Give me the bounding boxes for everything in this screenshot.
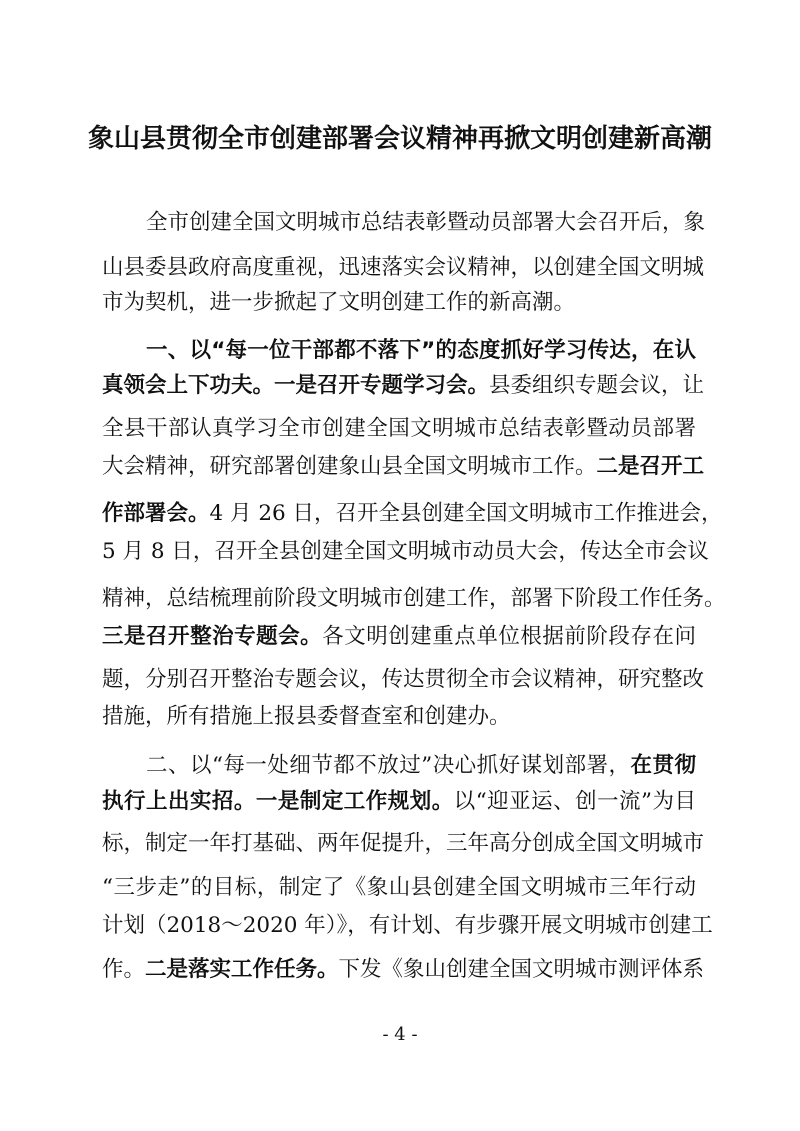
body-line [102,415,696,443]
text-segment: 精神，总结梳理前阶段文明城市创建工作，部署下阶段工作任务。 [102,586,726,611]
bold-text-segment: 一是召开专题学习会。 [274,373,490,398]
text-segment: 计划（2018～2020 年）》，有计划、有步骤开展文明城市创建工 [102,913,713,938]
body-line [102,585,726,613]
bold-text-segment: 一是制定工作规划。 [255,789,454,814]
text-segment: 山县委县政府高度重视，迅速落实会议精神，以创建全国文明城 [102,255,705,280]
bold-text-segment: 二是召开工 [596,454,705,479]
text-segment: 标，制定一年打基础、两年促提升，三年高分创成全国文明城市 [102,831,705,856]
text-segment: 题，分别召开整治专题会议，传达贯彻全市会议精神，研究整改 [102,667,705,692]
text-segment: 4 月 26 日，召开全县创建全国文明城市工作推进会， [209,501,723,526]
body-line [102,500,723,528]
text-segment: 县委组织专题会议，让 [489,373,705,398]
bold-text-segment: 三是召开整治专题会。 [102,624,323,649]
body-line [102,453,705,481]
body-line [146,337,696,365]
text-segment: 各文明创建重点单位根据前阶段存在问 [322,624,696,649]
text-segment: 全县干部认真学习全市创建全国文明城市总结表彰暨动员部署 [102,416,696,441]
body-line [102,956,705,984]
text-segment: 下发《象山创建全国文明城市测评体系 [338,957,705,982]
body-line [102,372,705,400]
text-segment: “三步走”的目标，制定了《象山县创建全国文明城市三年行动 [102,875,696,900]
text-segment: 作。 [102,957,146,982]
text-segment: 以“迎亚运、创一流”为目 [453,789,696,814]
body-line [102,538,709,566]
body-line [102,830,705,858]
body-line [102,666,705,694]
body-line [102,912,713,940]
body-line [146,752,696,780]
bold-text-segment: 作部署会。 [102,501,210,526]
body-line [102,254,705,282]
body-line [102,623,696,651]
body-line [102,289,696,317]
body-line [102,874,696,902]
text-segment: 全市创建全国文明城市总结表彰暨动员部署大会召开后，象 [146,210,706,235]
text-segment: 5 月 8 日，召开全县创建全国文明城市动员大会，传达全市会议 [102,539,709,564]
body-line [146,209,706,237]
text-segment: 大会精神，研究部署创建象山县全国文明城市工作。 [102,454,597,479]
bold-text-segment: 真领会上下功夫。 [102,373,275,398]
bold-text-segment: 一、以“每一位干部都不落下”的态度抓好学习传达，在认 [146,338,696,363]
page-number: - 4 - [382,1024,418,1045]
text-segment: 二、以“每一处细节都不放过”决心抓好谋划部署， [146,753,631,778]
document-title: 象山县贯彻全市创建部署会议精神再掀文明创建新高潮 [87,124,712,154]
text-segment: 市为契机，进一步掀起了文明创建工作的新高潮。 [102,290,576,315]
text-segment: 措施，所有措施上报县委督查室和创建办。 [102,704,511,729]
body-line [102,703,696,731]
bold-text-segment: 在贯彻 [630,753,696,778]
body-line [102,788,696,816]
bold-text-segment: 二是落实工作任务。 [145,957,339,982]
bold-text-segment: 执行上出实招。 [102,789,256,814]
